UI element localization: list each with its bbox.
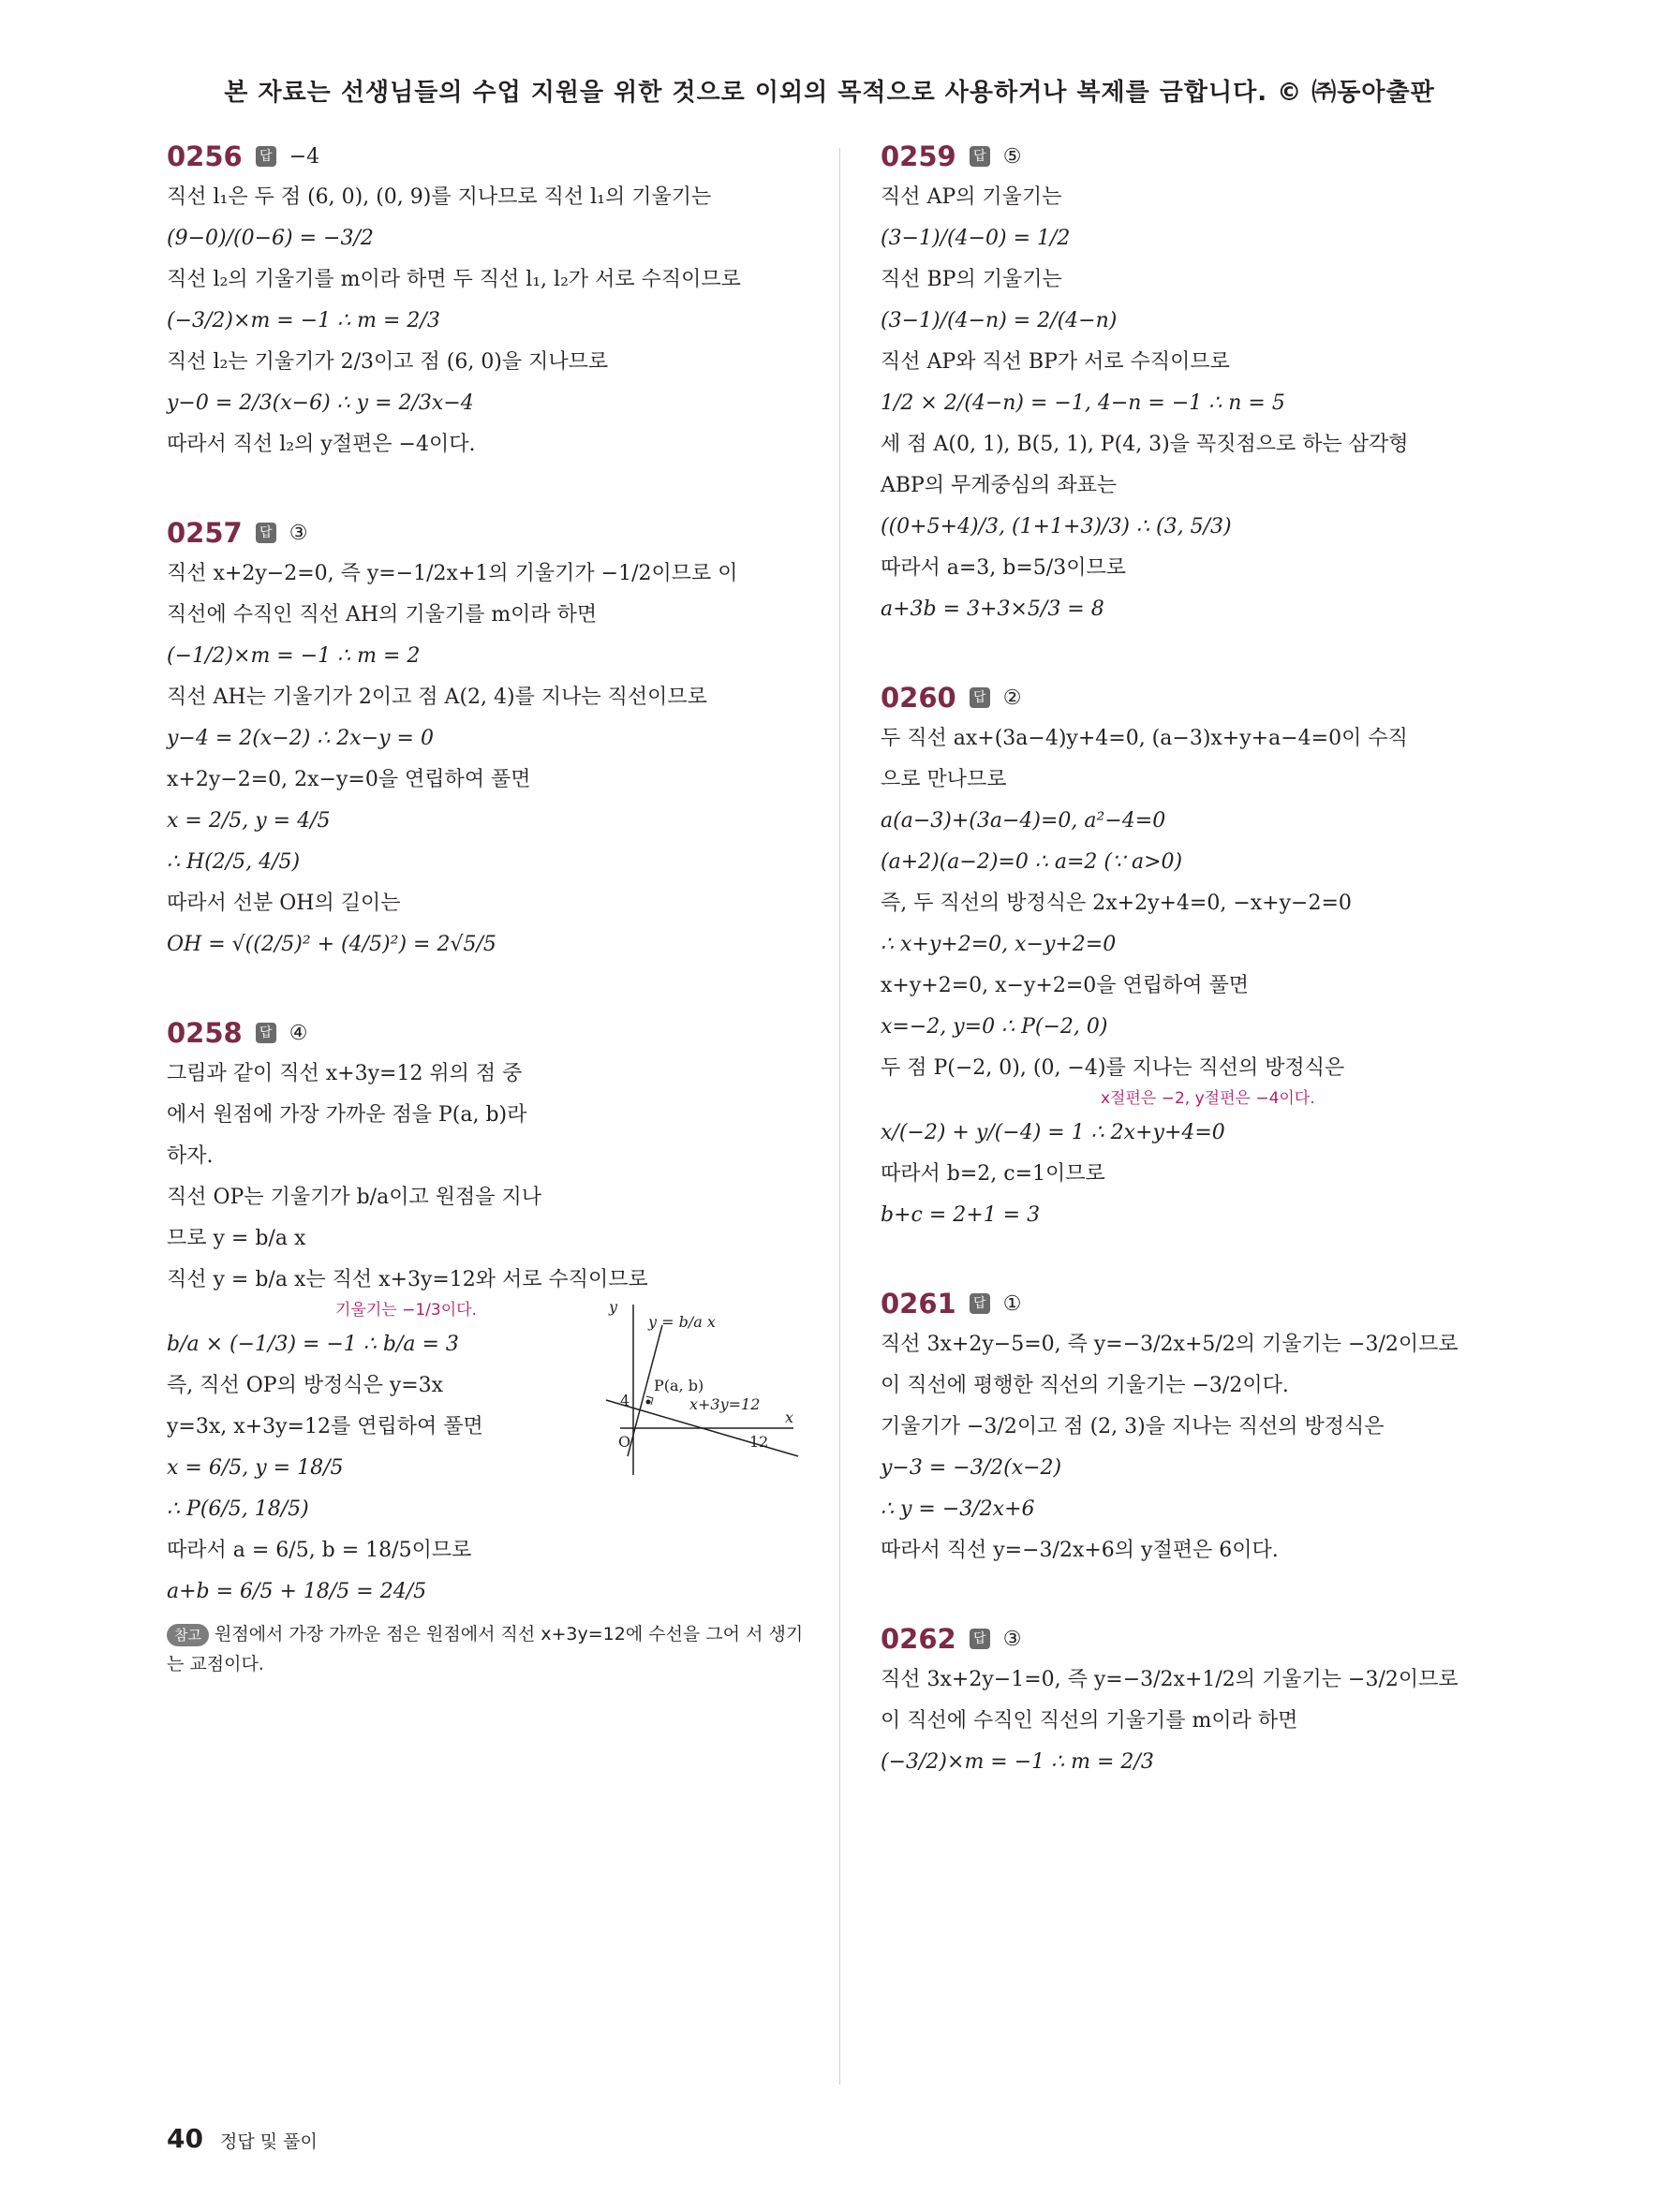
answer: ③ (1002, 1627, 1022, 1651)
problem-0257 (167, 517, 804, 959)
answer-badge: 답 (970, 146, 990, 167)
solution-line: ∴ x+y+2=0, x−y+2=0 (881, 933, 1117, 956)
solution-line: (3−1)/(4−0) = 1/2 (881, 227, 1071, 250)
solution-line: ∴ P(6/5, 18/5) (167, 1497, 309, 1521)
solution-line: x = 2/5, y = 4/5 (167, 809, 331, 833)
solution-line: 직선 BP의 기울기는 (881, 268, 1062, 291)
solution-line: y=3x, x+3y=12를 연립하여 풀면 (167, 1415, 483, 1438)
copyright-notice: 본 자료는 선생님들의 수업 지원을 위한 것으로 이외의 목적으로 사용하거나 복제를 금합니다. © ㈜동아출판 (224, 79, 1435, 107)
solution-line: 그림과 같이 직선 x+3y=12 위의 점 중 (167, 1062, 523, 1085)
solution-line: 에서 원점에 가장 가까운 점을 P(a, b)라 (167, 1103, 527, 1127)
problem-0259 (881, 140, 1518, 624)
y-axis-label: y (609, 1298, 618, 1316)
solution-line: 직선 3x+2y−5=0, 즉 y=−3/2x+5/2의 기울기는 −3/2이므로 (881, 1333, 1459, 1356)
point-p (646, 1400, 651, 1405)
solution-line: 따라서 a=3, b=5/3이므로 (881, 556, 1126, 580)
page-footer (167, 2123, 318, 2154)
problem-number: 0260 (881, 682, 956, 714)
origin-label: O (618, 1433, 631, 1451)
solution-line: (−3/2)×m = −1 ∴ m = 2/3 (167, 309, 440, 332)
solution-line: x+2y−2=0, 2x−y=0을 연립하여 풀면 (167, 768, 531, 791)
problem-number: 0261 (881, 1288, 956, 1320)
answer: ② (1002, 686, 1022, 710)
solution-line: (a+2)(a−2)=0 ∴ a=2 (∵ a>0) (881, 850, 1183, 874)
solution-line: a+b = 6/5 + 18/5 = 24/5 (167, 1580, 427, 1603)
point-label: P(a, b) (654, 1377, 704, 1394)
problem-number: 0262 (881, 1623, 956, 1655)
answer: ⑤ (1002, 144, 1022, 169)
solution-line: 이 직선에 수직인 직선의 기울기를 m이라 하면 (881, 1709, 1298, 1733)
answer: −4 (289, 144, 320, 169)
reference-note (167, 1619, 804, 1679)
solution-line: x = 6/5, y = 18/5 (167, 1456, 344, 1480)
solution-line: ABP의 무게중심의 좌표는 (881, 474, 1118, 497)
solution-line: ((0+5+4)/3, (1+1+3)/3) ∴ (3, 5/3) (881, 515, 1232, 538)
left-column (167, 140, 804, 1737)
line1-label: y = b/a x (648, 1313, 716, 1331)
solution-line: 직선에 수직인 직선 AH의 기울기를 m이라 하면 (167, 603, 598, 627)
solution-line: 두 점 P(−2, 0), (0, −4)를 지나는 직선의 방정식은 (881, 1056, 1345, 1080)
answer: ④ (289, 1021, 308, 1045)
solution-line: 직선 AP의 기울기는 (881, 185, 1062, 209)
solution-line: 즉, 두 직선의 방정식은 2x+2y+4=0, −x+y−2=0 (881, 892, 1352, 915)
solution-line: a(a−3)+(3a−4)=0, a²−4=0 (881, 809, 1166, 833)
problem-number: 0256 (167, 140, 243, 172)
solution-line: OH = √((2/5)² + (4/5)²) = 2√5/5 (167, 933, 496, 956)
solution-line: x/(−2) + y/(−4) = 1 ∴ 2x+y+4=0 (881, 1121, 1225, 1144)
solution-line: 1/2 × 2/(4−n) = −1, 4−n = −1 ∴ n = 5 (881, 391, 1285, 415)
solution-line: (9−0)/(0−6) = −3/2 (167, 227, 374, 250)
answer-badge: 답 (256, 1023, 276, 1043)
solution-line: b/a × (−1/3) = −1 ∴ b/a = 3 (167, 1333, 459, 1356)
solution-line: 따라서 b=2, c=1이므로 (881, 1162, 1105, 1186)
callout-note: x절편은 −2, y절편은 −4이다. (1101, 1089, 1315, 1108)
footer-label: 정답 및 풀이 (219, 2131, 318, 2152)
solution-line: (−3/2)×m = −1 ∴ m = 2/3 (881, 1750, 1154, 1774)
right-column (881, 140, 1518, 1835)
problem-number: 0257 (167, 517, 243, 549)
solution-line: (−1/2)×m = −1 ∴ m = 2 (167, 644, 421, 668)
solution-line: 직선 AP와 직선 BP가 서로 수직이므로 (881, 350, 1230, 374)
solution-line: 따라서 직선 l₂의 y절편은 −4이다. (167, 433, 476, 456)
answer-badge: 답 (970, 687, 990, 708)
solution-line: 두 직선 ax+(3a−4)y+4=0, (a−3)x+y+a−4=0이 수직 (881, 727, 1408, 750)
reference-badge: 참고 (167, 1624, 209, 1646)
solution-line: b+c = 2+1 = 3 (881, 1203, 1041, 1227)
problem-0262 (881, 1623, 1518, 1777)
answer-badge: 답 (970, 1293, 990, 1314)
solution-line: 즉, 직선 OP의 방정식은 y=3x (167, 1374, 444, 1397)
answer-badge: 답 (256, 523, 276, 543)
x-axis-label: x (785, 1408, 794, 1426)
solution-line: y−4 = 2(x−2) ∴ 2x−y = 0 (167, 727, 434, 750)
solution-line: 이 직선에 평행한 직선의 기울기는 −3/2이다. (881, 1374, 1289, 1397)
solution-line: 직선 x+2y−2=0, 즉 y=−1/2x+1의 기울기가 −1/2이므로 이 (167, 562, 738, 585)
solution-line: a+3b = 3+3×5/3 = 8 (881, 597, 1104, 621)
solution-line: 직선 AH는 기울기가 2이고 점 A(2, 4)를 지나는 직선이므로 (167, 686, 707, 709)
solution-line: 세 점 A(0, 1), B(5, 1), P(4, 3)을 꼭짓점으로 하는 삼각형 (881, 433, 1409, 456)
problem-number: 0258 (167, 1017, 243, 1049)
line2-label: x+3y=12 (689, 1395, 761, 1413)
problem-0256 (167, 140, 804, 459)
solution-line: 직선 y = b/a x는 직선 x+3y=12와 서로 수직이므로 (167, 1268, 648, 1291)
solution-line: 직선 l₂는 기울기가 2/3이고 점 (6, 0)을 지나므로 (167, 350, 609, 374)
answer: ③ (289, 521, 308, 545)
reference-text: 원점에서 가장 가까운 점은 원점에서 직선 x+3y=12에 수선을 그어 서 생기는 교점이다. (167, 1624, 804, 1674)
solution-line: 기울기가 −3/2이고 점 (2, 3)을 지나는 직선의 방정식은 (881, 1415, 1385, 1438)
solution-line: ∴ y = −3/2x+6 (881, 1497, 1035, 1521)
solution-line: y−3 = −3/2(x−2) (881, 1456, 1062, 1480)
answer: ① (1002, 1291, 1022, 1316)
solution-line: x+y+2=0, x−y+2=0을 연립하여 풀면 (881, 974, 1249, 997)
callout-note: 기울기는 −1/3이다. (335, 1301, 477, 1320)
solution-line: 직선 3x+2y−1=0, 즉 y=−3/2x+1/2의 기울기는 −3/2이므로 (881, 1668, 1459, 1691)
solution-line: 직선 OP는 기울기가 b/a이고 원점을 지나 (167, 1186, 541, 1209)
column-divider (839, 148, 840, 2085)
x-intercept-label: 12 (749, 1433, 769, 1451)
solution-line: 따라서 직선 y=−3/2x+6의 y절편은 6이다. (881, 1539, 1279, 1562)
solution-line: 따라서 a = 6/5, b = 18/5이므로 (167, 1539, 472, 1562)
solution-line: x=−2, y=0 ∴ P(−2, 0) (881, 1015, 1108, 1039)
solution-line: 므로 y = b/a x (167, 1227, 306, 1250)
solution-line: ∴ H(2/5, 4/5) (167, 850, 301, 874)
solution-line: 따라서 선분 OH의 길이는 (167, 892, 401, 915)
solution-line: y−0 = 2/3(x−6) ∴ y = 2/3x−4 (167, 391, 474, 415)
answer-badge: 답 (256, 146, 276, 167)
problem-0261 (881, 1288, 1518, 1565)
graph-figure (601, 1297, 800, 1475)
answer-badge: 답 (970, 1629, 990, 1649)
solution-line: 직선 l₁은 두 점 (6, 0), (0, 9)를 지나므로 직선 l₁의 기울기는 (167, 185, 712, 209)
solution-line: 직선 l₂의 기울기를 m이라 하면 두 직선 l₁, l₂가 서로 수직이므로 (167, 268, 741, 291)
solution-line: 하자. (167, 1144, 214, 1168)
y-intercept-label: 4 (620, 1392, 630, 1409)
problem-number: 0259 (881, 140, 956, 172)
solution-line: (3−1)/(4−n) = 2/(4−n) (881, 309, 1118, 332)
page-number: 40 (167, 2123, 203, 2154)
problem-0260 (881, 682, 1518, 1230)
solution-line: 으로 만나므로 (881, 768, 1007, 791)
